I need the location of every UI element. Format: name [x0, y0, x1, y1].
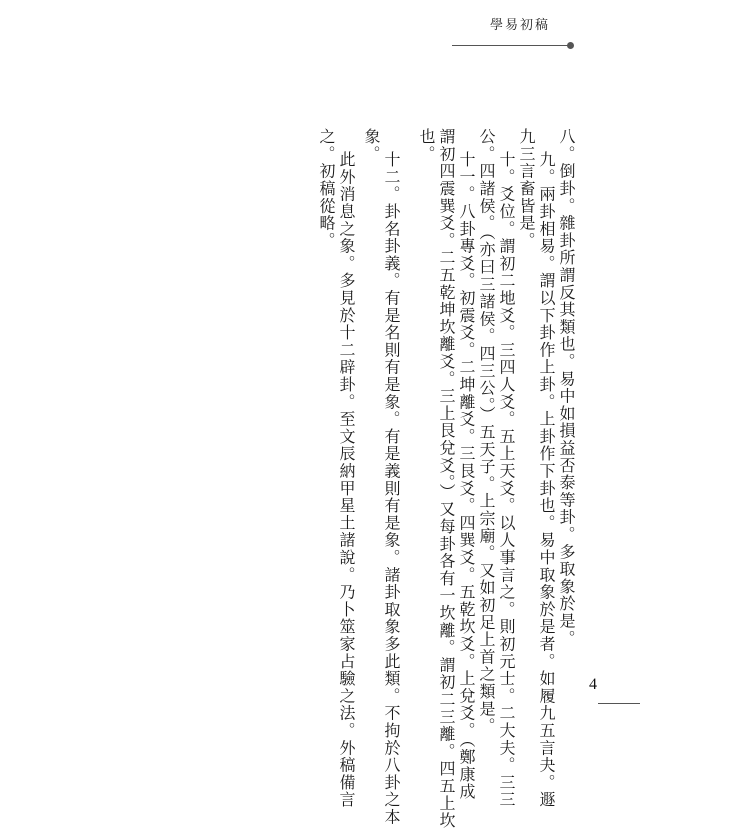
text-column: 十。爻位。謂初二地爻。三四人爻。五上天爻。以人事言之。則初元士。二大夫。三三	[497, 151, 516, 809]
text-column: 也。	[417, 128, 436, 163]
text-column: 謂初四震巽爻。二五乾坤坎離爻。三上艮兌爻。）又每卦各有一坎離。謂初二三離。四五上坎	[437, 128, 456, 829]
text-column: 十二。卦名卦義。有是名則有是象。有是義則有是象。諸卦取象多此類。不拘於八卦之本	[382, 151, 401, 826]
text-column: 象。	[362, 128, 381, 163]
text-column: 八。倒卦。雜卦所謂反其類也。易中如損益否泰等卦。多取象於是。	[557, 128, 576, 647]
text-column: 公。四諸侯。（亦曰三諸侯。四三公。）五天子。上宗廟。又如初足上首之類是。	[477, 128, 496, 735]
text-column: 十一。八卦專爻。初震爻。二坤離爻。三艮爻。四巽爻。五乾坎爻。上兌爻。（鄭康成	[457, 151, 476, 801]
text-column: 之。初稿從略。	[317, 128, 336, 250]
text-column: 九三言畜皆是。	[517, 128, 536, 250]
page-number: 4	[589, 676, 597, 693]
text-column: 九。兩卦相易。謂以下卦作上卦。上卦作下卦也。易中取象於是者。如履九五言夬。遯	[537, 151, 556, 809]
header-dot	[567, 42, 574, 49]
footer-rule	[598, 703, 640, 704]
header-rule	[452, 45, 572, 46]
text-column: 此外消息之象。多見於十二辟卦。至文辰納甲星土諸說。乃卜筮家占驗之法。外稿備言	[337, 151, 356, 809]
header-title: 學易初稿	[489, 18, 550, 33]
